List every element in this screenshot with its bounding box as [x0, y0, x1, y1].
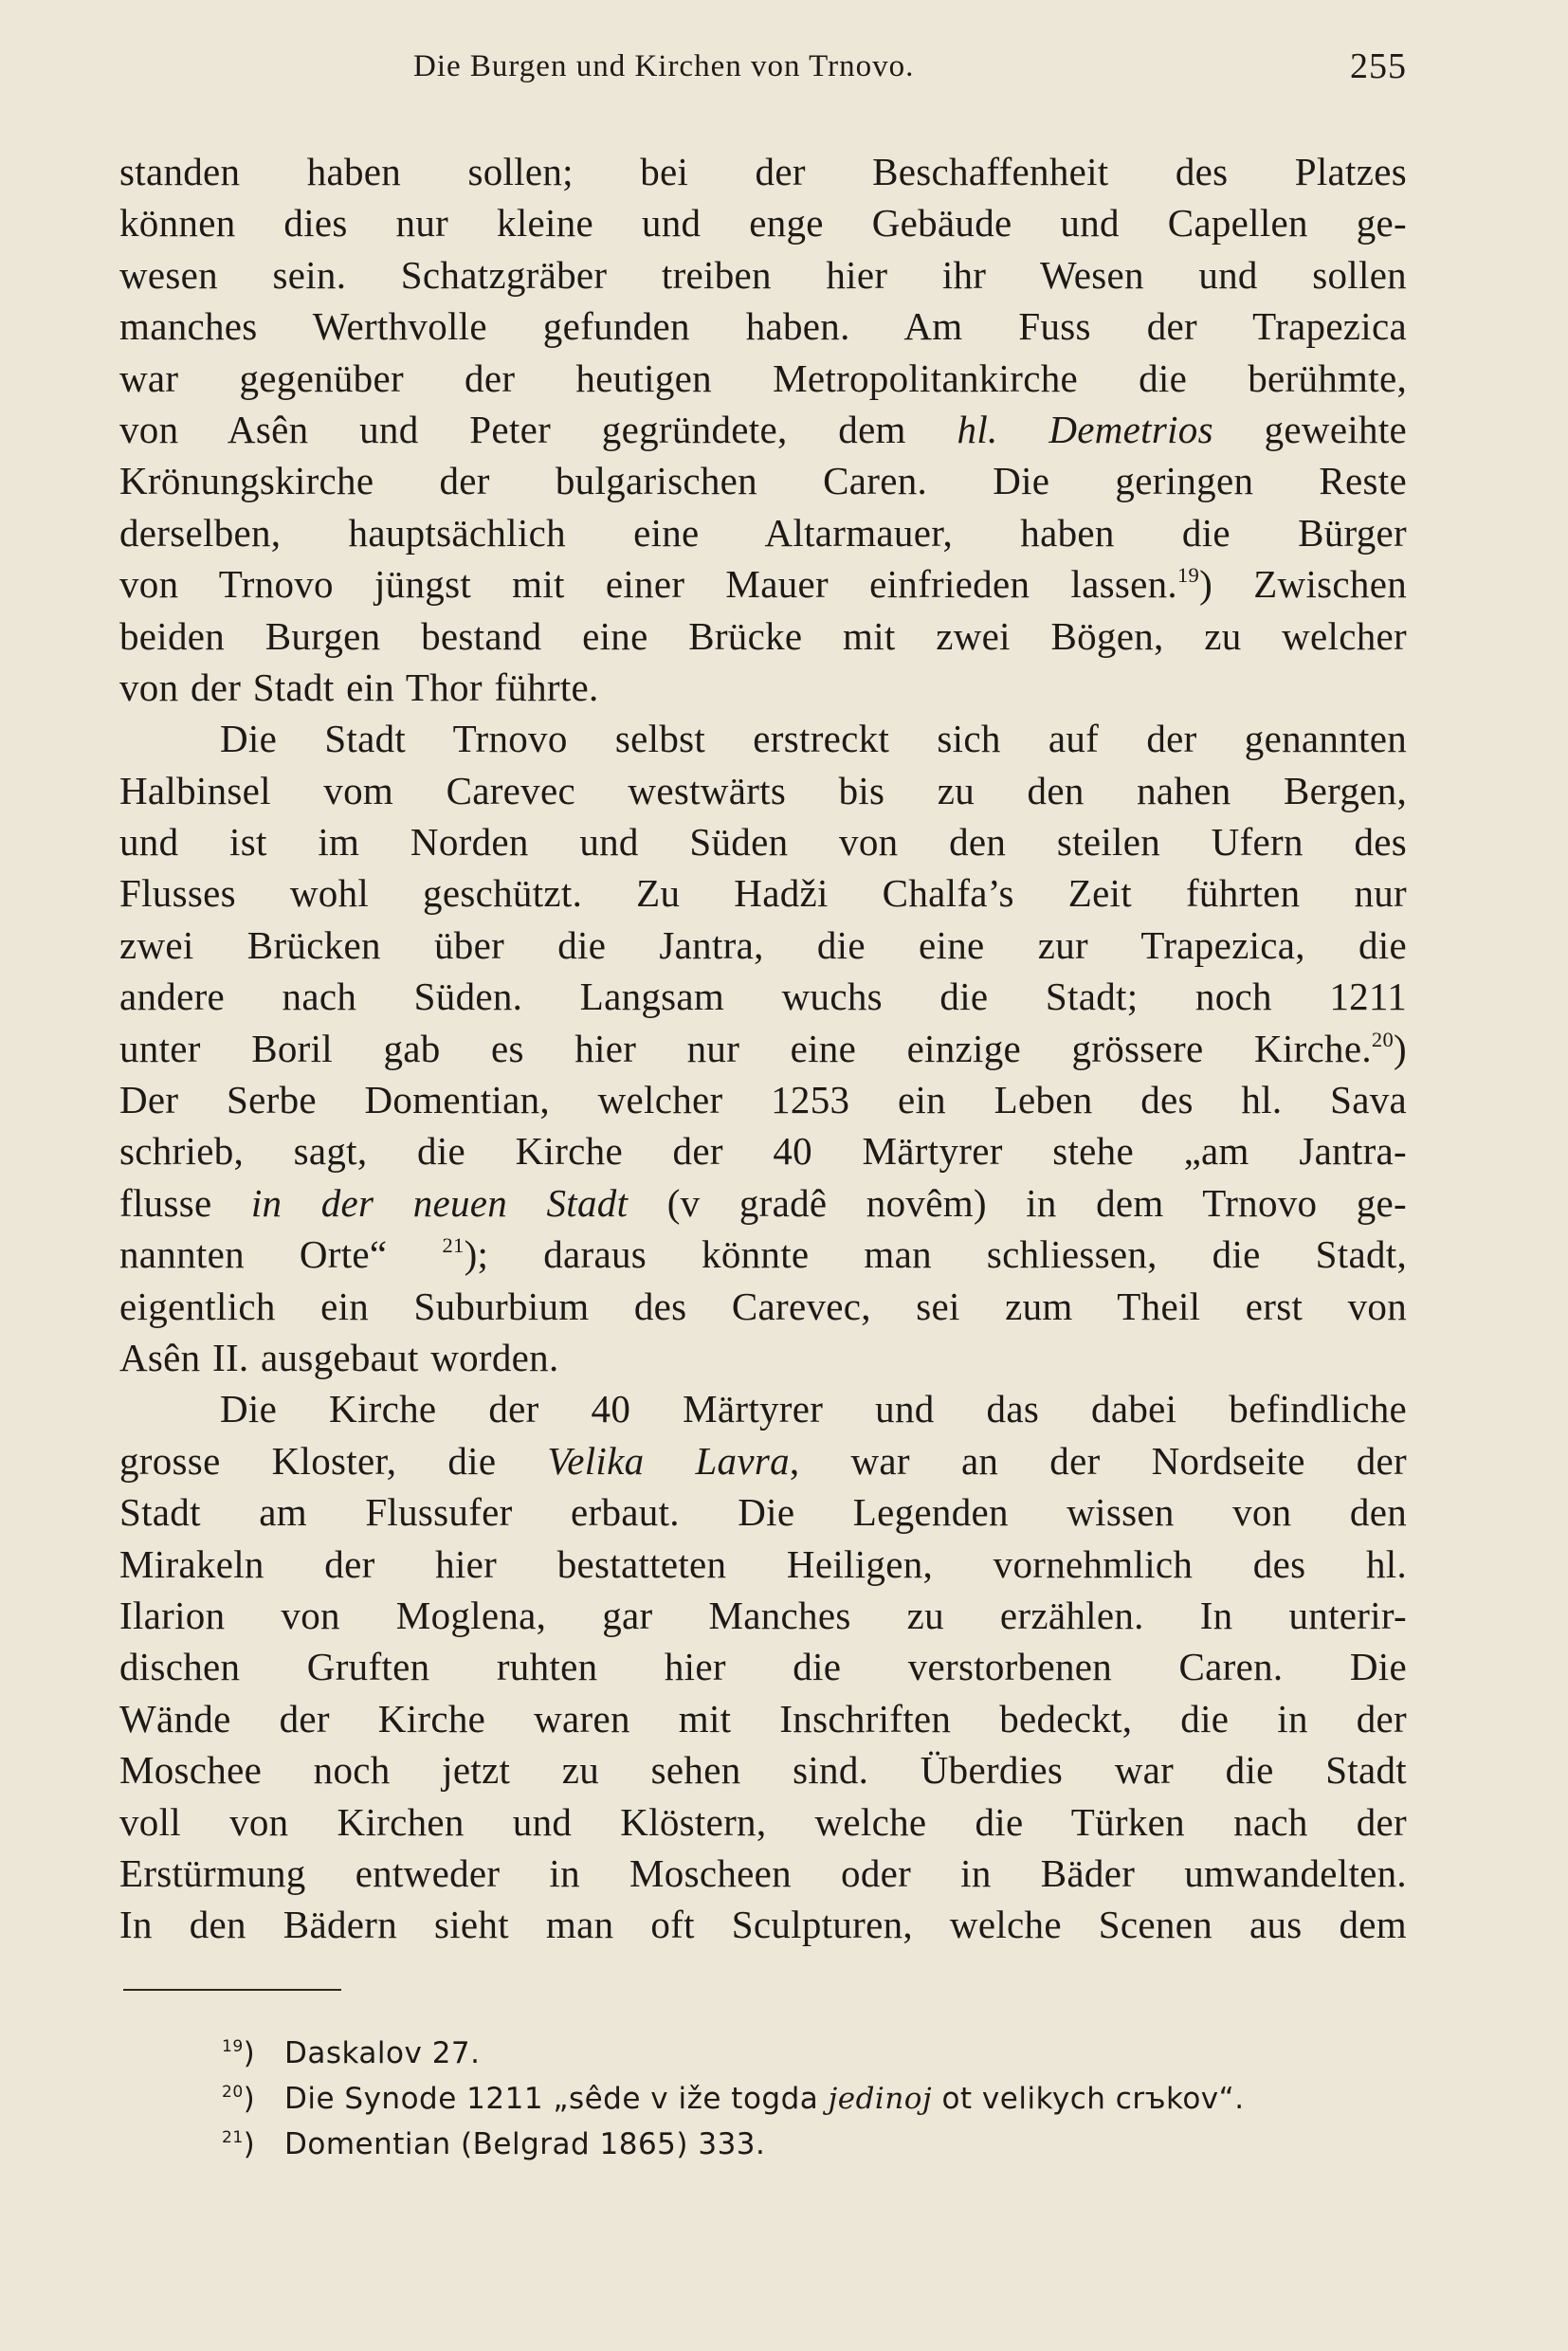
- line-text: Flusses wohl geschützt. Zu Hadži Chalfa’s Zeit führten nur: [119, 871, 1407, 916]
- text-line: [119, 558, 1407, 610]
- text-line: [119, 611, 1407, 662]
- line-text: Stadt am Flussufer erbaut. Die Legenden wissen von den: [119, 1490, 1407, 1535]
- footnote: [222, 2031, 1416, 2076]
- line-text: schrieb, sagt, die Kirche der 40 Märtyrer stehe „am Jantra-: [119, 1129, 1407, 1174]
- line-text: und ist im Norden und Süden von den steilen Ufern des: [119, 820, 1407, 865]
- text-line: [119, 920, 1407, 971]
- footnotes: [222, 2031, 1416, 2167]
- line-text: (v gradê novêm) in dem Trnovo ge-: [628, 1180, 1407, 1225]
- line-text: Asên II. ausgebaut worden.: [119, 1335, 559, 1379]
- text-line: [119, 662, 1407, 713]
- running-head: [119, 46, 1407, 97]
- text-line: [119, 249, 1407, 301]
- footnote-number: 20: [222, 2083, 244, 2103]
- line-text: Wände der Kirche waren mit Inschriften bedeckt, die in der: [119, 1696, 1407, 1740]
- line-text: zwei Brücken über die Jantra, die eine zur Trapezica, die: [119, 922, 1407, 967]
- text-line: [119, 1641, 1407, 1692]
- line-text: Die Stadt Trnovo selbst erstreckt sich auf der genannten: [220, 717, 1407, 761]
- text-line: [119, 1486, 1407, 1538]
- text-line: [119, 1899, 1407, 1950]
- text-line: [119, 197, 1407, 248]
- line-text: Halbinsel vom Carevec westwärts bis zu den nahen Bergen,: [119, 768, 1407, 812]
- text-line: [119, 1281, 1407, 1332]
- line-text: nannten Orte“: [119, 1232, 443, 1277]
- text-line: [119, 1848, 1407, 1899]
- line-text: flusse: [119, 1180, 251, 1225]
- footnote: [222, 2122, 1416, 2167]
- footnote-reference: 19: [1176, 563, 1200, 588]
- text-line: [119, 404, 1407, 455]
- line-text: von Trnovo jüngst mit einer Mauer einfrieden lassen.: [119, 562, 1177, 607]
- text-line: [119, 301, 1407, 352]
- line-text: eigentlich ein Suburbium des Carevec, sei zum Theil erst von: [119, 1284, 1407, 1328]
- line-text: können dies nur kleine und enge Gebäude und Capellen ge-: [119, 201, 1407, 246]
- line-text: Mirakeln der hier bestatteten Heiligen, vornehmlich des hl.: [119, 1541, 1407, 1586]
- footnote-text: ot velikych crъkov“.: [932, 2082, 1245, 2116]
- text-line: [119, 765, 1407, 816]
- line-text: voll von Kirchen und Klöstern, welche die Türken nach der: [119, 1799, 1407, 1844]
- footnote-italic: jedinoj: [828, 2082, 933, 2116]
- line-text: unter Boril gab es hier nur eine einzige grössere Kirche.: [119, 1026, 1372, 1070]
- text-line: [119, 1539, 1407, 1590]
- footnote-marker: $^{21}$): [222, 2127, 256, 2161]
- line-text: ) Zwischen: [1199, 562, 1407, 607]
- line-text: , war an der Nordseite der: [789, 1438, 1407, 1483]
- text-line: [119, 971, 1407, 1022]
- footnote: [222, 2076, 1416, 2122]
- line-text: geweihte: [1212, 407, 1407, 451]
- line-text: beiden Burgen bestand eine Brücke mit zwei Bögen, zu welcher: [119, 613, 1407, 658]
- line-text: ): [1394, 1026, 1407, 1070]
- text-line: [119, 867, 1407, 919]
- line-text: ); daraus könnte man schliessen, die Stadt,: [464, 1232, 1407, 1277]
- line-text: von der Stadt ein Thor führte.: [119, 665, 599, 709]
- footnote-marker: $^{19}$): [222, 2036, 256, 2070]
- text-line: [119, 1383, 1407, 1434]
- running-title: Die Burgen und Kirchen von Trnovo.: [413, 49, 915, 83]
- line-text: andere nach Süden. Langsam wuchs die Stadt; noch 1211: [119, 975, 1407, 1019]
- line-text: dischen Gruften ruhten hier die verstorbenen Caren. Die: [119, 1645, 1407, 1689]
- text-line: [119, 1435, 1407, 1486]
- text-line: [119, 816, 1407, 867]
- text-line: [119, 1693, 1407, 1744]
- text-line: [119, 507, 1407, 558]
- footnote-marker: $^{20}$): [222, 2082, 256, 2116]
- line-text: Erstürmung entweder in Moscheen oder in Bäder umwandelten.: [119, 1850, 1407, 1895]
- text-line: [119, 1590, 1407, 1641]
- footnote-rule: [123, 1989, 341, 1991]
- page-number: 255: [1350, 46, 1407, 86]
- line-text: wesen sein. Schatzgräber treiben hier ihr Wesen und sollen: [119, 252, 1407, 297]
- line-text: In den Bädern sieht man oft Sculpturen, welche Scenen aus dem: [119, 1903, 1407, 1947]
- line-text: standen haben sollen; bei der Beschaffenheit des Platzes: [119, 150, 1407, 193]
- footnote-text: Domentian (Belgrad 1865) 333.: [284, 2127, 766, 2161]
- footnote-number: 19: [222, 2037, 244, 2057]
- footnote-number: 21: [222, 2128, 244, 2148]
- line-text: von Asên und Peter gegründete, dem: [119, 407, 957, 451]
- body-text: [119, 146, 1407, 1951]
- italic-text: in der neuen Stadt: [250, 1180, 629, 1225]
- line-text: Ilarion von Moglena, gar Manches zu erzählen. In unterir-: [119, 1593, 1407, 1637]
- text-line: [119, 1023, 1407, 1074]
- italic-text: hl. Demetrios: [957, 407, 1213, 451]
- book-page: [119, 46, 1407, 2321]
- text-line: [119, 1177, 1407, 1229]
- line-text: war gegenüber der heutigen Metropolitankirche die berühmte,: [119, 355, 1407, 400]
- text-line: [119, 1125, 1407, 1176]
- line-text: manches Werthvolle gefunden haben. Am Fuss der Trapezica: [119, 304, 1407, 349]
- footnote-text: Daskalov 27.: [284, 2036, 481, 2070]
- footnote-reference: 20: [1371, 1027, 1395, 1051]
- line-text: grosse Kloster, die: [119, 1438, 548, 1483]
- text-line: [119, 1074, 1407, 1125]
- text-line: [119, 353, 1407, 404]
- text-line: [119, 1332, 1407, 1383]
- text-line: [119, 1229, 1407, 1280]
- text-line: [119, 1796, 1407, 1848]
- footnote-text: Die Synode 1211 „sêde v iže togda: [284, 2082, 829, 2116]
- line-text: Moschee noch jetzt zu sehen sind. Überdies war die Stadt: [119, 1748, 1407, 1793]
- line-text: Die Kirche der 40 Märtyrer und das dabei befindliche: [220, 1387, 1407, 1431]
- line-text: Der Serbe Domentian, welcher 1253 ein Leben des hl. Sava: [119, 1078, 1407, 1122]
- line-text: Krönungskirche der bulgarischen Caren. Die geringen Reste: [119, 459, 1407, 503]
- footnote-reference: 21: [442, 1233, 465, 1258]
- text-line: [119, 455, 1407, 506]
- text-line: [119, 146, 1407, 197]
- text-line: [119, 713, 1407, 764]
- line-text: derselben, hauptsächlich eine Altarmauer, haben die Bürger: [119, 510, 1407, 555]
- italic-text: Velika Lavra: [547, 1438, 790, 1483]
- text-line: [119, 1744, 1407, 1795]
